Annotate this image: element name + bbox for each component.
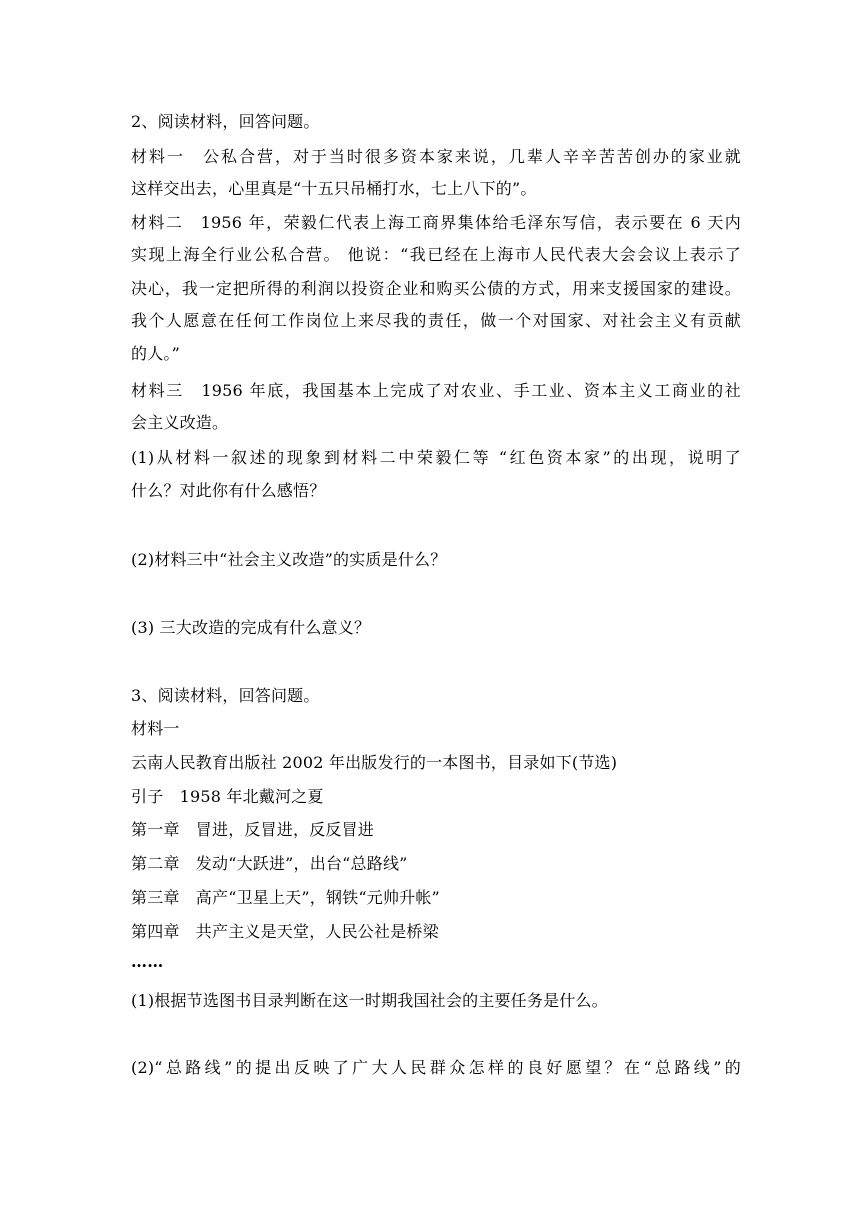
q3-title: 3、阅读材料，回答问题。: [131, 686, 320, 705]
q2-question-1-line-2: 什么？对此你有什么感悟？: [131, 481, 326, 500]
q2-material-2-line-1: 材料二 1956 年，荣毅仁代表上海工商界集体给毛泽东写信，表示要在 6 天内: [131, 213, 741, 232]
q2-material-1-line-1: 材料一 公私合营，对于当时很多资本家来说，几辈人辛辛苦苦创办的家业就: [131, 147, 741, 166]
q2-material-1-line-2: 这样交出去，心里真是“十五只吊桶打水，七上八下的”。: [131, 179, 537, 198]
q2-material-3-line-1: 材料三 1956 年底，我国基本上完成了对农业、手工业、资本主义工商业的社: [131, 381, 741, 400]
q2-material-2-line-2: 实现上海全行业公私合营。 他说：“我已经在上海市人民代表大会会议上表示了: [131, 245, 741, 264]
q3-toc-item: 第一章 冒进，反冒进，反反冒进: [131, 820, 375, 839]
q2-question-3: (3) 三大改造的完成有什么意义？: [131, 618, 371, 637]
q2-material-3-line-2: 会主义改造。: [131, 413, 229, 432]
q3-material-1-label: 材料一: [131, 719, 180, 738]
q2-question-2: (2)材料三中“社会主义改造”的实质是什么？: [131, 550, 447, 569]
q3-toc-item: 第三章 高产“卫星上天”，钢铁“元帅升帐”: [131, 888, 440, 907]
q3-toc-item: 引子 1958 年北戴河之夏: [131, 787, 324, 806]
q3-ellipsis: ……: [131, 952, 164, 971]
q2-material-2-line-5: 的人。”: [131, 344, 180, 363]
q3-question-1: (1)根据节选图书目录判断在这一时期我国社会的主要任务是什么。: [131, 991, 608, 1010]
q3-question-2: (2)“总路线”的提出反映了广大人民群众怎样的良好愿望？在“总路线”的: [131, 1058, 741, 1077]
q2-material-2-line-4: 我个人愿意在任何工作岗位上来尽我的责任，做一个对国家、对社会主义有贡献: [131, 311, 741, 330]
q2-question-1-line-1: (1)从材料一叙述的现象到材料二中荣毅仁等 “红色资本家”的出现，说明了: [131, 448, 741, 467]
q3-book-intro: 云南人民教育出版社 2002 年出版发行的一本图书，目录如下(节选): [131, 753, 618, 772]
q3-toc-item: 第二章 发动“大跃进”，出台“总路线”: [131, 854, 408, 873]
q2-title: 2、阅读材料，回答问题。: [131, 112, 320, 131]
q3-toc-item: 第四章 共产主义是天堂，人民公社是桥梁: [131, 922, 439, 941]
q2-material-2-line-3: 决心，我一定把所得的利润以投资企业和购买公债的方式，用来支援国家的建设。: [131, 279, 741, 298]
